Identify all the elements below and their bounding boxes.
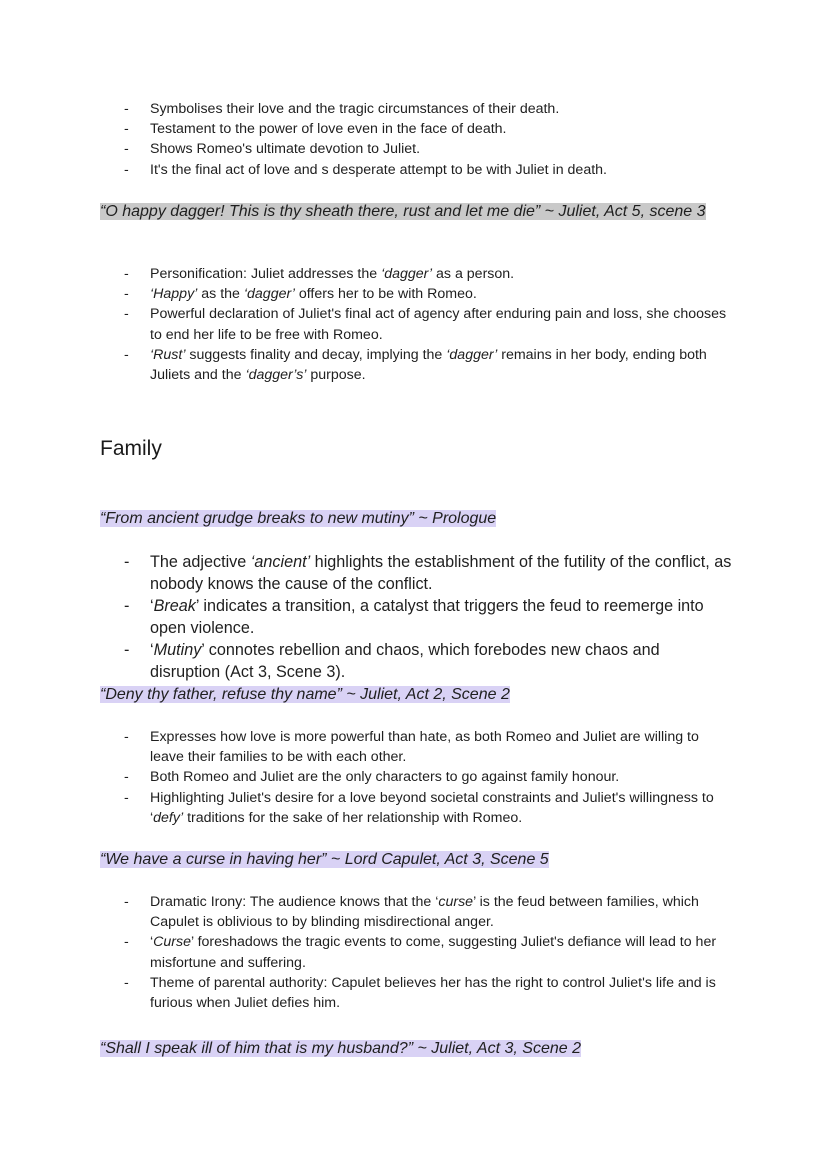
bullet-list-curse xyxy=(124,892,734,1013)
list-item: - ‘Mutiny’ connotes rebellion and chaos, which forebodes new chaos and disruption (Act 3, Scene 3). xyxy=(124,639,734,683)
quote-text: “Shall I speak ill of him that is my husband?” ~ Juliet, Act 3, Scene 2 xyxy=(100,1040,581,1057)
list-item: - Expresses how love is more powerful than hate, as both Romeo and Juliet are willing to leave their families to be with each other. xyxy=(124,727,734,767)
list-item: - Symbolises their love and the tragic circumstances of their death. xyxy=(124,99,734,119)
list-item: - Highlighting Juliet's desire for a love beyond societal constraints and Juliet's willingness to ‘defy’ traditions for the sake of her relationship with Romeo. xyxy=(124,788,734,828)
list-item: - ‘Break’ indicates a transition, a catalyst that triggers the feud to reemerge into open violence. xyxy=(124,595,734,639)
bullet-list-ancient-grudge xyxy=(124,551,734,683)
list-item: - The adjective ‘ancient’ highlights the establishment of the futility of the conflict, as nobody knows the cause of the conflict. xyxy=(124,551,734,595)
list-item: - ‘Happy’ as the ‘dagger’ offers her to be with Romeo. xyxy=(124,284,734,304)
list-item: - Dramatic Irony: The audience knows that the ‘curse’ is the feud between families, which Capulet is oblivious to by blinding misdirectional anger. xyxy=(124,892,734,932)
list-item: - ‘Rust’ suggests finality and decay, implying the ‘dagger’ remains in her body, ending both Juliets and the ‘dagger’s’ purpose. xyxy=(124,345,734,385)
quote-ancient-grudge xyxy=(100,508,496,530)
bullet-list-dagger-analysis xyxy=(124,264,734,385)
quote-deny-thy-father xyxy=(100,684,510,706)
list-item: - It's the final act of love and s desperate attempt to be with Juliet in death. xyxy=(124,160,734,180)
bullet-list-deny-father xyxy=(124,727,734,828)
quote-curse xyxy=(100,849,549,871)
quote-text: “O happy dagger! This is thy sheath there, rust and let me die” ~ Juliet, Act 5, scene 3 xyxy=(100,203,706,220)
list-item: - Shows Romeo's ultimate devotion to Juliet. xyxy=(124,139,734,159)
list-item: - ‘Curse’ foreshadows the tragic events to come, suggesting Juliet's defiance will lead to her misfortune and suffering. xyxy=(124,932,734,972)
list-item: - Theme of parental authority: Capulet believes her has the right to control Juliet's life and is furious when Juliet defies him. xyxy=(124,973,734,1013)
quote-text: “We have a curse in having her” ~ Lord Capulet, Act 3, Scene 5 xyxy=(100,851,549,868)
section-heading-family: Family xyxy=(100,437,162,460)
list-item: - Personification: Juliet addresses the ‘dagger’ as a person. xyxy=(124,264,734,284)
list-item: - Testament to the power of love even in the face of death. xyxy=(124,119,734,139)
bullet-list-love-devotion xyxy=(124,99,734,180)
list-item: - Both Romeo and Juliet are the only characters to go against family honour. xyxy=(124,767,734,787)
quote-speak-ill xyxy=(100,1038,581,1060)
list-item: - Powerful declaration of Juliet's final act of agency after enduring pain and loss, she chooses to end her life to be free with Romeo. xyxy=(124,304,734,344)
quote-happy-dagger xyxy=(100,201,730,223)
quote-text: “Deny thy father, refuse thy name” ~ Juliet, Act 2, Scene 2 xyxy=(100,686,510,703)
quote-text: “From ancient grudge breaks to new mutiny” ~ Prologue xyxy=(100,510,497,527)
